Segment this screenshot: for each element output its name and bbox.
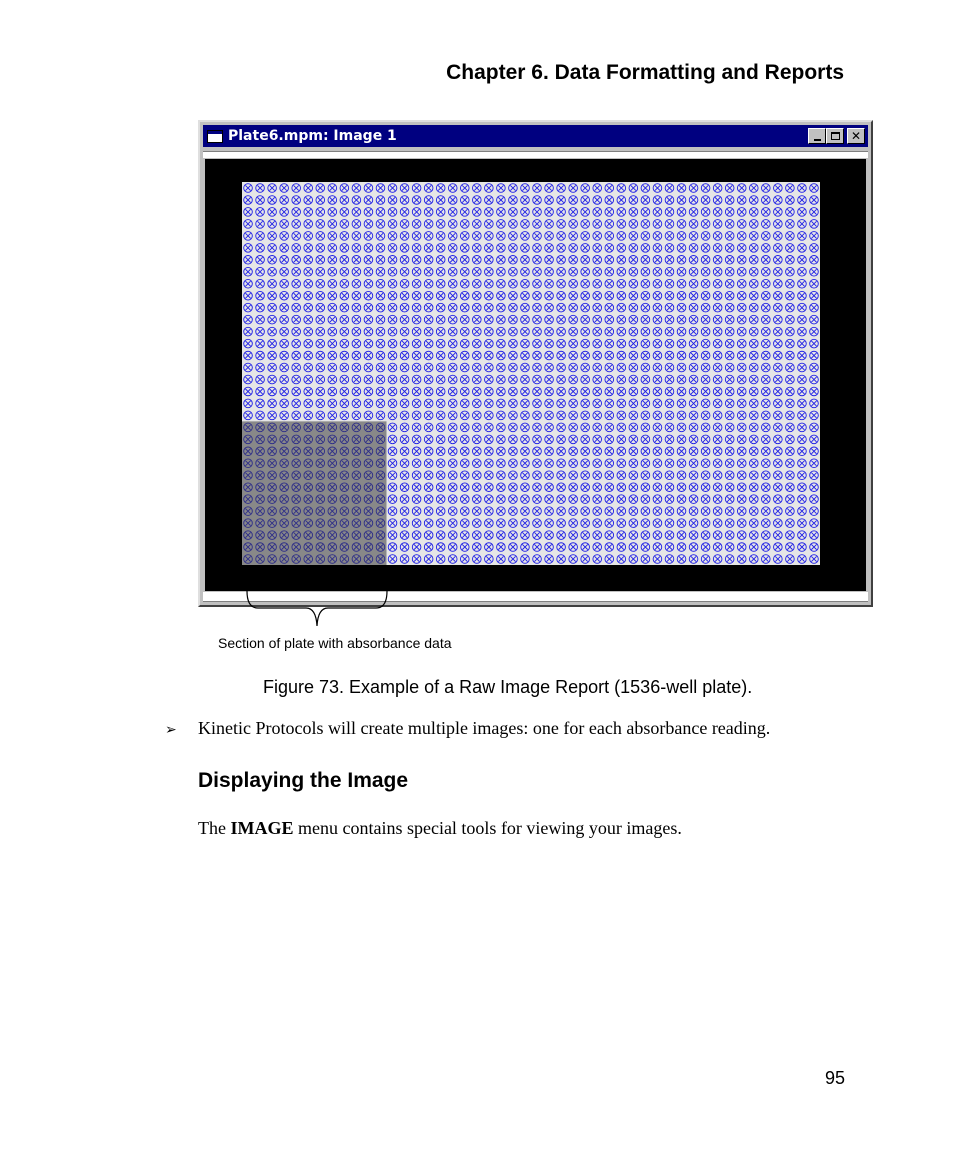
section-heading: Displaying the Image: [198, 769, 409, 792]
image-menu-term: IMAGE: [230, 818, 294, 838]
chapter-header: Chapter 6. Data Formatting and Reports: [446, 61, 844, 84]
image-window[interactable]: [198, 120, 873, 607]
bullet-text: Kinetic Protocols will create multiple images: one for each absorbance reading.: [198, 718, 771, 738]
window-title: Plate6.mpm: Image 1: [228, 128, 397, 144]
body-paragraph: [198, 818, 682, 839]
absorbance-region: [242, 421, 387, 565]
brace-annotation: [246, 590, 388, 630]
figure-annotation: Section of plate with absorbance data: [218, 635, 452, 651]
minimize-icon: [814, 139, 821, 141]
figure-caption: Figure 73. Example of a Raw Image Report (1536-well plate).: [263, 677, 753, 697]
window-toolbar-strip: [203, 151, 868, 158]
plate-image: [242, 182, 820, 565]
window-controls: [808, 128, 865, 144]
arrow-bullet-icon: ➢: [165, 722, 177, 738]
para-suffix: menu contains special tools for viewing your images.: [293, 818, 682, 838]
bullet-item: [165, 718, 770, 739]
maximize-icon: [831, 132, 840, 140]
raw-image-view[interactable]: [205, 159, 866, 591]
close-icon: ✕: [850, 129, 862, 143]
page-number: 95: [824, 1068, 845, 1088]
plate-grid: [242, 182, 820, 565]
close-button[interactable]: [847, 128, 865, 144]
window-titlebar[interactable]: [203, 125, 868, 147]
para-prefix: The: [198, 818, 231, 838]
minimize-button[interactable]: [808, 128, 826, 144]
window-app-icon[interactable]: [207, 130, 223, 143]
maximize-button[interactable]: [826, 128, 844, 144]
